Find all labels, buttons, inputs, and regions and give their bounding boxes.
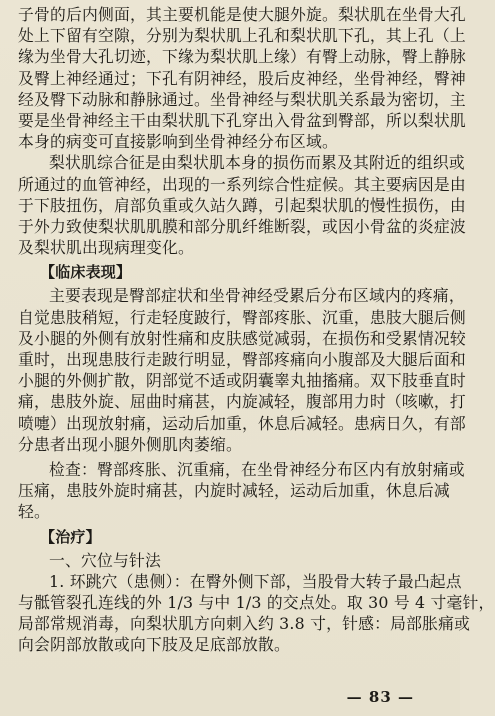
text-line: 于外力致使梨状肌肌膜和部分肌纤维断裂，或因小骨盆的炎症波 (18, 216, 466, 236)
text-line: 及梨状肌出现病理变化。 (18, 238, 194, 258)
text-line: 压痛，患肢外旋时痛甚，内旋时减轻，运动后加重，休息后减 (18, 481, 450, 501)
text-line: 经及臀下动脉和静脉通过。坐骨神经与梨状肌关系最为密切，主 (18, 89, 466, 109)
paragraph-anatomy (18, 4, 466, 152)
heading-treatment: 【治疗】 (40, 527, 101, 546)
text-line: 及臀上神经通过；下孔有阴神经，股后皮神经，坐骨神经，臀神 (18, 68, 466, 88)
text-line: 局部常规消毒，向梨状肌方向刺入约 3.8 寸，针感：局部胀痛或 (18, 614, 471, 634)
paragraph-syndrome-definition (18, 152, 466, 258)
text-line: 小腿的外侧扩散，阴部觉不适或阴囊睾丸抽搐痛。双下肢垂直时 (18, 371, 466, 391)
text-line: 所通过的血管神经，出现的一系列综合性症候。其主要病因是由 (18, 174, 466, 194)
text-line: 自觉患肢稍短，行走轻度跛行，臀部疼胀、沉重，患肢大腿后侧 (18, 307, 466, 327)
text-line: 痛，患肢外旋、屈曲时痛甚，内旋减轻，腹部用力时（咳嗽，打 (18, 392, 466, 412)
text-line: 分患者出现小腿外侧肌肉萎缩。 (18, 434, 242, 454)
text-line: 于下肢扭伤，肩部负重或久站久蹲，引起梨状肌的慢性损伤，由 (18, 195, 466, 215)
heading-clinical-manifestations: 【临床表现】 (40, 263, 132, 282)
text-line: 1. 环跳穴（患侧）：在臀外侧下部，当股骨大转子最凸起点 (49, 571, 462, 591)
text-line: 喷嚏）出现放射痛，运动后加重，休息后减轻。患病日久，有部 (18, 413, 466, 433)
text-line: 梨状肌综合征是由梨状肌本身的损伤而累及其附近的组织或 (49, 153, 465, 173)
text-line: 轻。 (18, 502, 50, 522)
text-line: 向会阴部放散或向下肢及足底部放散。 (18, 635, 290, 655)
text-line: 与骶管裂孔连线的外 1/3 与中 1/3 的交点处。取 30 号 4 寸毫针， (18, 593, 495, 613)
subheading-acupoints: 一、穴位与针法 (49, 550, 161, 570)
paragraph-examination (18, 459, 465, 523)
text-line: 及小腿的外侧有放射性痛和皮肤感觉减弱，在损伤和受累情况较 (18, 328, 466, 348)
text-line: 检查：臀部疼胀、沉重痛，在坐骨神经分布区内有放射痛或 (49, 459, 465, 479)
text-line: 子骨的后内侧面，其主要机能是使大腿外旋。梨状肌在坐骨大孔 (18, 5, 466, 24)
paragraph-symptoms (18, 285, 466, 455)
page-number: — 83 — (346, 688, 414, 706)
text-line: 主要表现是臀部症状和坐骨神经受累后分布区域内的疼痛， (49, 286, 465, 306)
text-line: 要是坐骨神经主干由梨状肌下孔穿出入骨盆到臀部，所以梨状肌 (18, 110, 466, 130)
text-line: 处上下留有空隙，分别为梨状肌上孔和梨状肌下孔，其上孔（上 (18, 26, 466, 46)
text-line: 重时，出现患肢行走跛行明显，臀部疼痛向小腹部及大腿后面和 (18, 350, 466, 369)
text-line: 本身的病变可直接影响到坐骨神经分布区域。 (18, 132, 338, 152)
paragraph-huantiao-point (18, 571, 495, 656)
text-line: 缘为坐骨大孔切迹，下缘为梨状肌上缘）有臀上动脉，臀上静脉 (18, 47, 466, 67)
